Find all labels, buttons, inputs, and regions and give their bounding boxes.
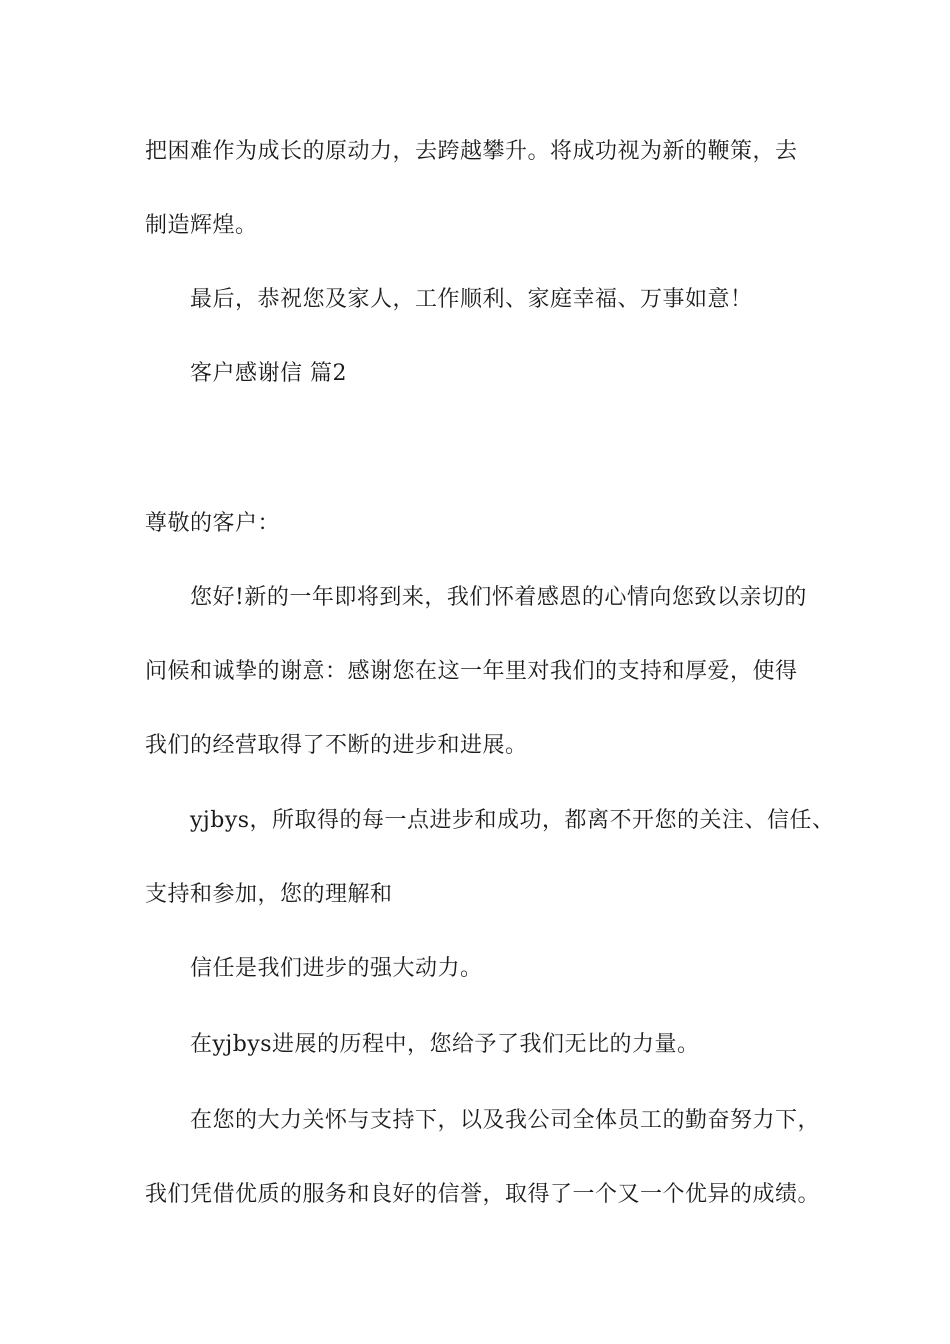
paragraph-line-4: 问候和诚挚的谢意：感谢您在这一年里对我们的支持和厚爱，使得 bbox=[145, 659, 798, 684]
paragraph-line-6: yjbys，所取得的每一点进步和成功，都离不开您的关注、信任、 bbox=[190, 808, 835, 833]
section-heading: 客户感谢信 篇2 bbox=[190, 361, 347, 386]
paragraph-line-2: 制造辉煌。 bbox=[145, 213, 258, 238]
paragraph-line-5: 我们的经营取得了不断的进步和进展。 bbox=[145, 733, 528, 758]
paragraph-line-8: 信任是我们进步的强大动力。 bbox=[190, 956, 483, 981]
paragraph-line-9: 在yjbys进展的历程中，您给予了我们无比的力量。 bbox=[190, 1032, 700, 1057]
paragraph-line-3: 您好!新的一年即将到来，我们怀着感恩的心情向您致以亲切的 bbox=[190, 585, 807, 610]
paragraph-line-11: 我们凭借优质的服务和良好的信誉，取得了一个又一个优异的成绩。 bbox=[145, 1182, 821, 1207]
salutation: 尊敬的客户： bbox=[145, 511, 281, 536]
paragraph-line-1: 把困难作为成长的原动力，去跨越攀升。将成功视为新的鞭策，去 bbox=[145, 139, 798, 164]
closing-wishes: 最后，恭祝您及家人，工作顺利、家庭幸福、万事如意！ bbox=[190, 287, 753, 312]
paragraph-line-10: 在您的大力关怀与支持下，以及我公司全体员工的勤奋努力下， bbox=[190, 1108, 821, 1133]
paragraph-line-7: 支持和参加，您的理解和 bbox=[145, 882, 393, 907]
